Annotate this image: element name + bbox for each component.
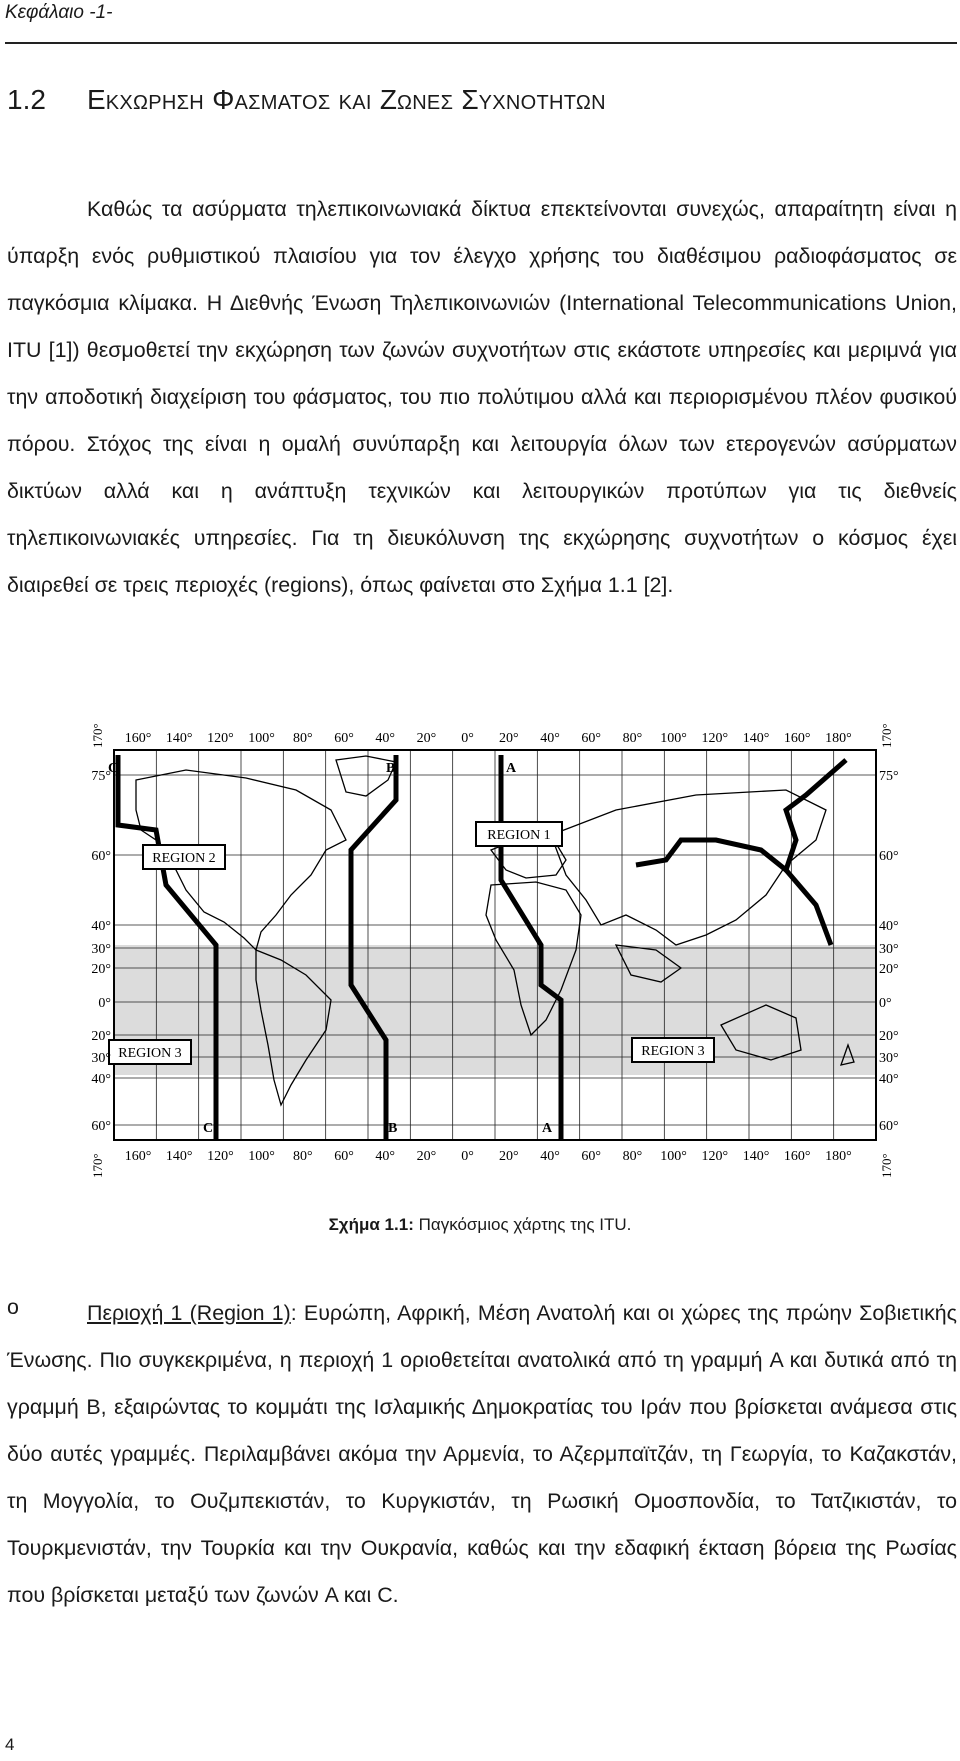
- line-label-b-top: B: [386, 761, 396, 776]
- top-longitude-label: 180°: [825, 731, 852, 746]
- bottom-longitude-label: 20°: [416, 1149, 437, 1164]
- bottom-longitude-label: 100°: [248, 1149, 275, 1164]
- bottom-longitude-label: 160°: [124, 1149, 152, 1164]
- bottom-longitude-label: 40°: [540, 1149, 560, 1164]
- region-3-east-label: REGION 3: [641, 1044, 705, 1059]
- bottom-longitude-label: 160°: [783, 1149, 811, 1164]
- region-1-label: REGION 1: [487, 828, 551, 843]
- right-latitude-label: 20°: [879, 962, 899, 977]
- edge-lon-top-right: 170°: [879, 723, 894, 748]
- bottom-longitude-label: 120°: [701, 1149, 729, 1164]
- intro-paragraph: Καθώς τα ασύρματα τηλεπικοινωνιακά δίκτυα επεκτείνονται συνεχώς, απαραίτητη είναι η ύπαρξη ενός ρυθμιστικού πλαισίου για τον έλεγχο χρήσης του διαθέσιμου ραδιοφάσματος σε παγκόσμια κλίμακα. Η Διεθνής Ένωση Τηλεπικοινωνιών (International Telecommunications Union, ITU [1]) θεσμοθετεί την εκχώρηση των ζωνών συχνοτήτων στις εκάστοτε υπηρεσίες και μεριμνά για την αποδοτική διαχείριση του φάσματος, του πιο πολύτιμου αλλά και περιορισμένου πλέον φυσικού πόρου. Στόχος της είναι η ομαλή συνύπαρξη και λειτουργία όλων των ετερογενών ασύρματων δικτύων αλλά και η ανάπτυξη τεχνικών και λειτουργικών προτύπων για τις διεθνείς τηλεπικοινωνιακές υπηρεσίες. Για τη διευκόλυνση της εκχώρησης συχνοτήτων ο κόσμος έχει διαιρεθεί σε τρεις περιοχές (regions), όπως φαίνεται στο Σχήμα 1.1 [2].: [7, 197, 957, 597]
- left-latitude-label: 40°: [91, 919, 111, 934]
- bottom-longitude-label: 20°: [498, 1149, 519, 1164]
- top-longitude-label: 100°: [660, 731, 687, 746]
- top-longitude-label: 140°: [742, 731, 770, 746]
- top-longitude-label: 80°: [622, 731, 643, 746]
- top-longitude-label: 140°: [165, 731, 193, 746]
- right-latitude-label: 40°: [879, 1072, 899, 1087]
- right-latitude-label: 40°: [879, 919, 899, 934]
- left-latitude-label: 60°: [91, 849, 111, 864]
- left-latitude-label: 20°: [91, 962, 111, 977]
- region-1-text: : Ευρώπη, Αφρική, Μέση Ανατολή και οι χώρες της πρώην Σοβιετικής Ένωσης. Πιο συγκεκριμένα, η περιοχή 1 οριοθετείται ανατολικά από τη γραμμή A και δυτικά από τη γραμμή B, εξαιρώντας το κομμάτι της Ισλαμικής Δημοκρατίας του Ιράν που βρίσκεται ανάμεσα στις δύο αυτές γραμμές. Περιλαμβάνει ακόμα την Αρμενία, το Αζερμπαϊτζάν, τη Γεωργία, το Καζακστάν, τη Μογγολία, το Ουζμπεκιστάν, το Κυργκιστάν, τη Ρωσική Ομοσπονδία, το Τατζικιστάν, το Τουρκμενιστάν, την Τουρκία και την Ουκρανία, καθώς και την εδαφική έκταση βόρεια της Ρωσίας που βρίσκεται μεταξύ των ζωνών A και C.: [7, 1301, 957, 1607]
- left-latitude-label: 20°: [91, 1029, 111, 1044]
- bottom-longitude-label: 40°: [375, 1149, 396, 1164]
- bottom-longitude-label: 80°: [292, 1149, 313, 1164]
- right-latitude-label: 0°: [879, 996, 892, 1011]
- line-label-a-bottom: A: [542, 1121, 553, 1136]
- right-latitude-label: 60°: [879, 1119, 899, 1134]
- top-longitude-label: 160°: [124, 731, 152, 746]
- region-2-label: REGION 2: [152, 851, 216, 866]
- right-latitude-label: 30°: [879, 1051, 899, 1066]
- caption-label: Σχήμα 1.1:: [328, 1215, 414, 1234]
- bottom-longitude-label: 0°: [461, 1149, 474, 1164]
- section-title: Εκχωρηση Φασματος και Ζωνες Συχνοτητων: [87, 84, 606, 115]
- edge-lon-top-left: 170°: [90, 723, 105, 748]
- right-latitude-label: 60°: [879, 849, 899, 864]
- top-longitude-label: 20°: [416, 731, 437, 746]
- bottom-longitude-label: 80°: [622, 1149, 643, 1164]
- line-label-a-top: A: [506, 761, 517, 776]
- left-latitude-label: 60°: [91, 1119, 111, 1134]
- top-longitude-label: 60°: [334, 731, 354, 746]
- caption-text: Παγκόσμιος χάρτης της ITU.: [413, 1215, 632, 1234]
- section-number: 1.2: [7, 84, 46, 115]
- region-1-link: Περιοχή 1 (Region 1): [87, 1301, 291, 1325]
- right-latitude-label: 20°: [879, 1029, 899, 1044]
- left-latitude-label: 40°: [91, 1072, 111, 1087]
- line-east-right: [786, 870, 831, 945]
- left-latitude-label: 75°: [91, 769, 111, 784]
- region-3-west-label: REGION 3: [118, 1046, 182, 1061]
- top-longitude-label: 80°: [292, 731, 313, 746]
- top-longitude-label: 160°: [783, 731, 811, 746]
- region-1-paragraph: [7, 1290, 957, 1619]
- right-latitude-label: 30°: [879, 942, 899, 957]
- bottom-longitude-label: 100°: [660, 1149, 687, 1164]
- edge-lon-bottom-left: 170°: [90, 1153, 105, 1178]
- bottom-longitude-label: 180°: [825, 1149, 852, 1164]
- top-longitude-label: 40°: [540, 731, 560, 746]
- top-longitude-label: 60°: [581, 731, 602, 746]
- chapter-header: Κεφάλαιο -1-: [5, 2, 113, 23]
- top-longitude-label: 120°: [701, 731, 729, 746]
- edge-lon-bottom-right: 170°: [879, 1153, 894, 1178]
- line-label-b-bottom: B: [388, 1121, 398, 1136]
- top-longitude-label: 40°: [375, 731, 396, 746]
- bottom-longitude-label: 140°: [165, 1149, 193, 1164]
- bullet-marker: o: [7, 1295, 19, 1319]
- top-longitude-label: 120°: [207, 731, 234, 746]
- bottom-longitude-label: 140°: [742, 1149, 770, 1164]
- itu-region-map: [90, 700, 899, 1195]
- line-label-c-bottom: C: [203, 1121, 214, 1136]
- line-a-east: [636, 760, 846, 870]
- bottom-longitude-label: 60°: [581, 1149, 602, 1164]
- bottom-longitude-label: 120°: [207, 1149, 234, 1164]
- line-label-c-top: C: [108, 761, 119, 776]
- section-heading: [7, 84, 606, 116]
- bottom-longitude-label: 60°: [334, 1149, 354, 1164]
- page-number: 4: [5, 1735, 15, 1754]
- right-latitude-label: 75°: [879, 769, 899, 784]
- left-latitude-label: 30°: [91, 942, 111, 957]
- left-latitude-label: 30°: [91, 1051, 111, 1066]
- left-latitude-label: 0°: [98, 996, 111, 1011]
- top-longitude-label: 20°: [498, 731, 519, 746]
- top-longitude-label: 100°: [248, 731, 275, 746]
- figure-caption: [0, 1215, 960, 1235]
- top-longitude-label: 0°: [461, 731, 474, 746]
- header-rule: [5, 42, 957, 44]
